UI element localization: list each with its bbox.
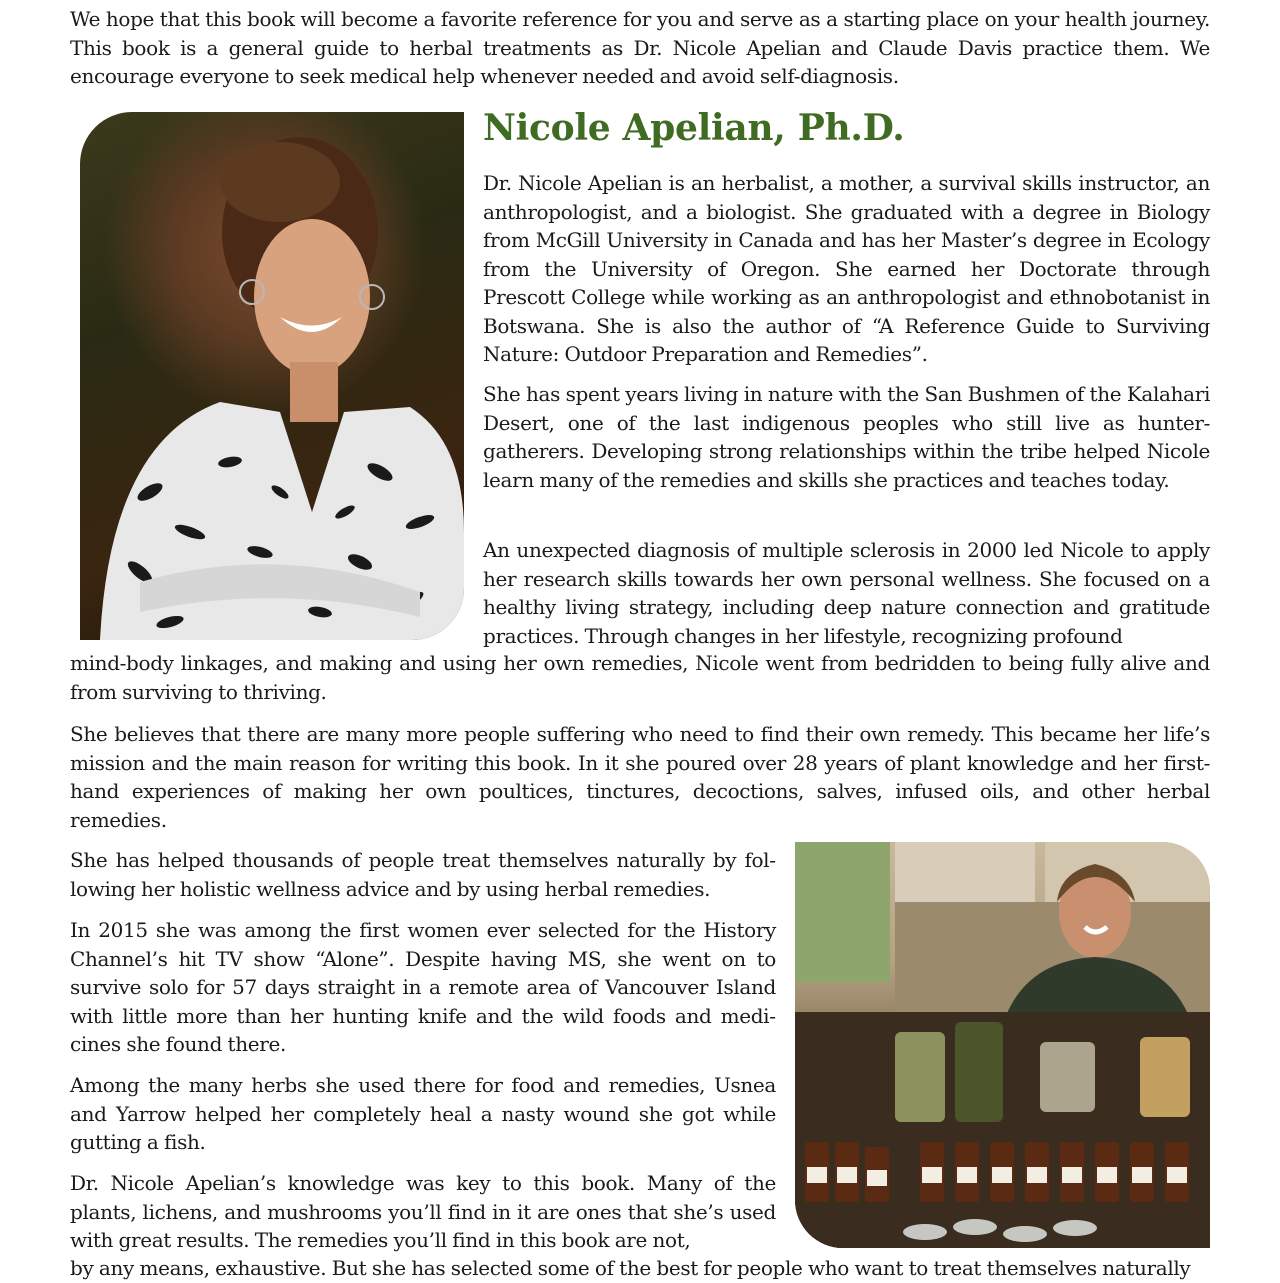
kitchen-photo [795,842,1210,1248]
bio-paragraph-3: An unexpected diagnosis of multiple sclerosis in 2000 led Nicole to apply her research skills towards her own personal wellness. She focused on a healthy living strategy, including deep nature connection and gratitude practices. Through changes in her lifestyle, recognizing profound [483,538,1210,648]
kitchen-illustration [795,842,1210,1248]
mission-paragraph: She believes that there are many more people suffering who need to find their own remedy. This became her life’s mission and the main reason for writing this book. In it she poured over 28 years of plant knowledge and her first-hand experiences of making her own poultices, tinctures, decoctions, salves, infused oils, and other herbal remedies. [70,722,1210,832]
document-page [70,0,1210,1280]
herbs-paragraph: Among the many herbs she used there for food and remedies, Usnea and Yarrow helped her completely heal a nasty wound she got while gutting a fish. [70,1073,776,1154]
bio-paragraph-3-continued: mind-body linkages, and making and using her own remedies, Nicole went from bedridden to being fully alive and from surviving to thriving. [70,651,1210,704]
page-title: Nicole Apelian, Ph.D. [483,107,905,149]
helped-paragraph: She has helped thousands of people treat themselves naturally by following her holistic wellness advice and by using herbal remedies. [70,848,776,901]
portrait-illustration [80,112,464,640]
knowledge-paragraph: Dr. Nicole Apelian’s knowledge was key to this book. Many of the plants, lichens, and mushrooms you’ll find in it are ones that she’s used with great results. The remedies you’ll find in this book are not, [70,1171,776,1252]
bio-paragraph-1: Dr. Nicole Apelian is an herbalist, a mother, a survival skills instructor, an anthropologist, and a biologist. She graduated with a degree in Biology from McGill University in Canada and has her Master’s degree in Ecology from the University of Oregon. She earned her Doctorate through Prescott College while working as an anthropologist and ethnobotanist in Botswana. She is also the author of “A Reference Guide to Surviving Nature: Outdoor Preparation and Remedies”. [483,171,1210,366]
portrait-photo [80,112,464,640]
alone-paragraph: In 2015 she was among the first women ever selected for the History Channel’s hit TV show “Alone”. Despite having MS, she went on to survive solo for 57 days straight in a remote area of Vancouver Island with little more than her hunting knife and the wild foods and medicines she found there. [70,918,776,1056]
intro-paragraph: We hope that this book will become a favorite reference for you and serve as a starting place on your health journey. This book is a general guide to herbal treatments as Dr. Nicole Apelian and Claude Davis practice them. We encourage everyone to seek medical help whenever needed and avoid self-diagnosis. [70,7,1210,88]
final-line: by any means, exhaustive. But she has selected some of the best for people who want to treat themselves naturally [70,1256,1191,1280]
bio-paragraph-2: She has spent years living in nature with the San Bushmen of the Kalahari Desert, one of the last indigenous peoples who still live as hunter-gatherers. Developing strong relationships within the tribe helped Nicole learn many of the remedies and skills she practices and teaches today. [483,382,1210,492]
